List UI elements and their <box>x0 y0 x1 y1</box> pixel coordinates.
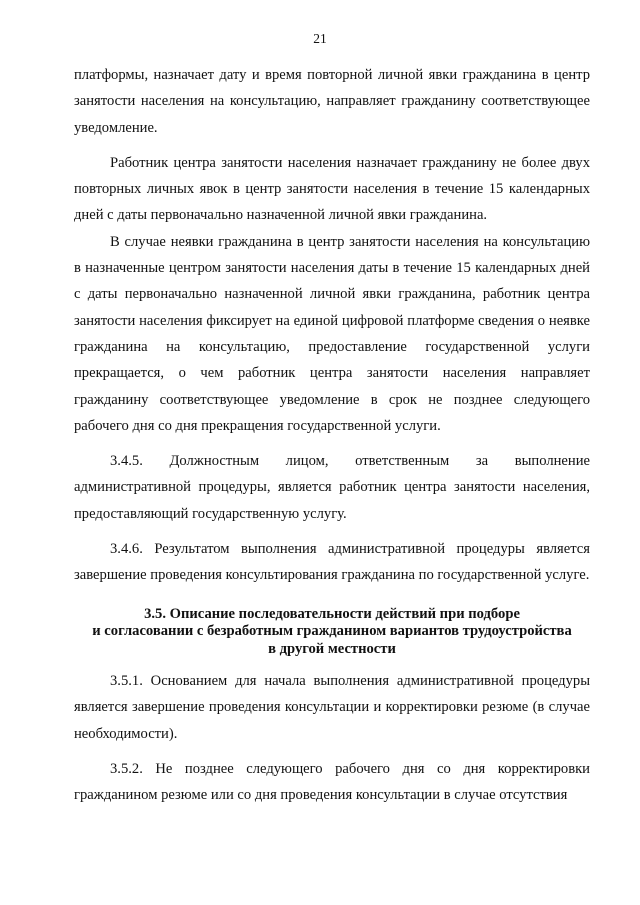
document-body <box>74 62 590 809</box>
paragraph-3-4-5: 3.4.5. Должностным лицом, ответственным за выполнение административной процедуры, является работник центра занятости населения, предоставляющий государственную услугу. <box>74 453 590 522</box>
paragraph-no-show: В случае неявки гражданина в центр занятости населения на консультацию в назначенные центром занятости населения даты в течение 15 календарных дней с даты первоначально назначенной личной явки гражданина, работник центра занятости населения фиксирует на единой цифровой платформе сведения о неявке гражданина на консультацию, предоставление государственной услуги прекращается, о чем работник центра занятости населения направляет гражданину соответствующее уведомление в срок не позднее следующего рабочего дня со дня прекращения государственной услуги. <box>74 233 590 434</box>
paragraph-repeat-visits: Работник центра занятости населения назначает гражданину не более двух повторных личных явок в центр занятости населения в течение 15 календарных дней с даты первоначально назначенной личной явки гражданина. <box>74 154 590 224</box>
heading-line-1: 3.5. Описание последовательности действий при подборе <box>144 605 520 622</box>
page-number: 21 <box>313 31 327 46</box>
section-heading-3-5 <box>74 606 590 659</box>
paragraph-3-5-2: 3.5.2. Не позднее следующего рабочего дня со дня корректировки гражданином резюме или со дня проведения консультации в случае отсутствия <box>74 761 590 804</box>
paragraph-continuation: платформы, назначает дату и время повторной личной явки гражданина в центр занятости населения на консультацию, направляет гражданину соответствующее уведомление. <box>74 67 590 136</box>
heading-line-2: и согласовании с безработным гражданином вариантов трудоустройства <box>92 623 572 640</box>
paragraph-3-5-1: 3.5.1. Основанием для начала выполнения административной процедуры является завершение проведения консультации и корректировки резюме (в случае необходимости). <box>74 673 590 742</box>
paragraph-3-4-6: 3.4.6. Результатом выполнения административной процедуры является завершение проведения консультирования гражданина по государственной услуге. <box>74 541 590 584</box>
heading-line-3: в другой местности <box>268 640 396 657</box>
